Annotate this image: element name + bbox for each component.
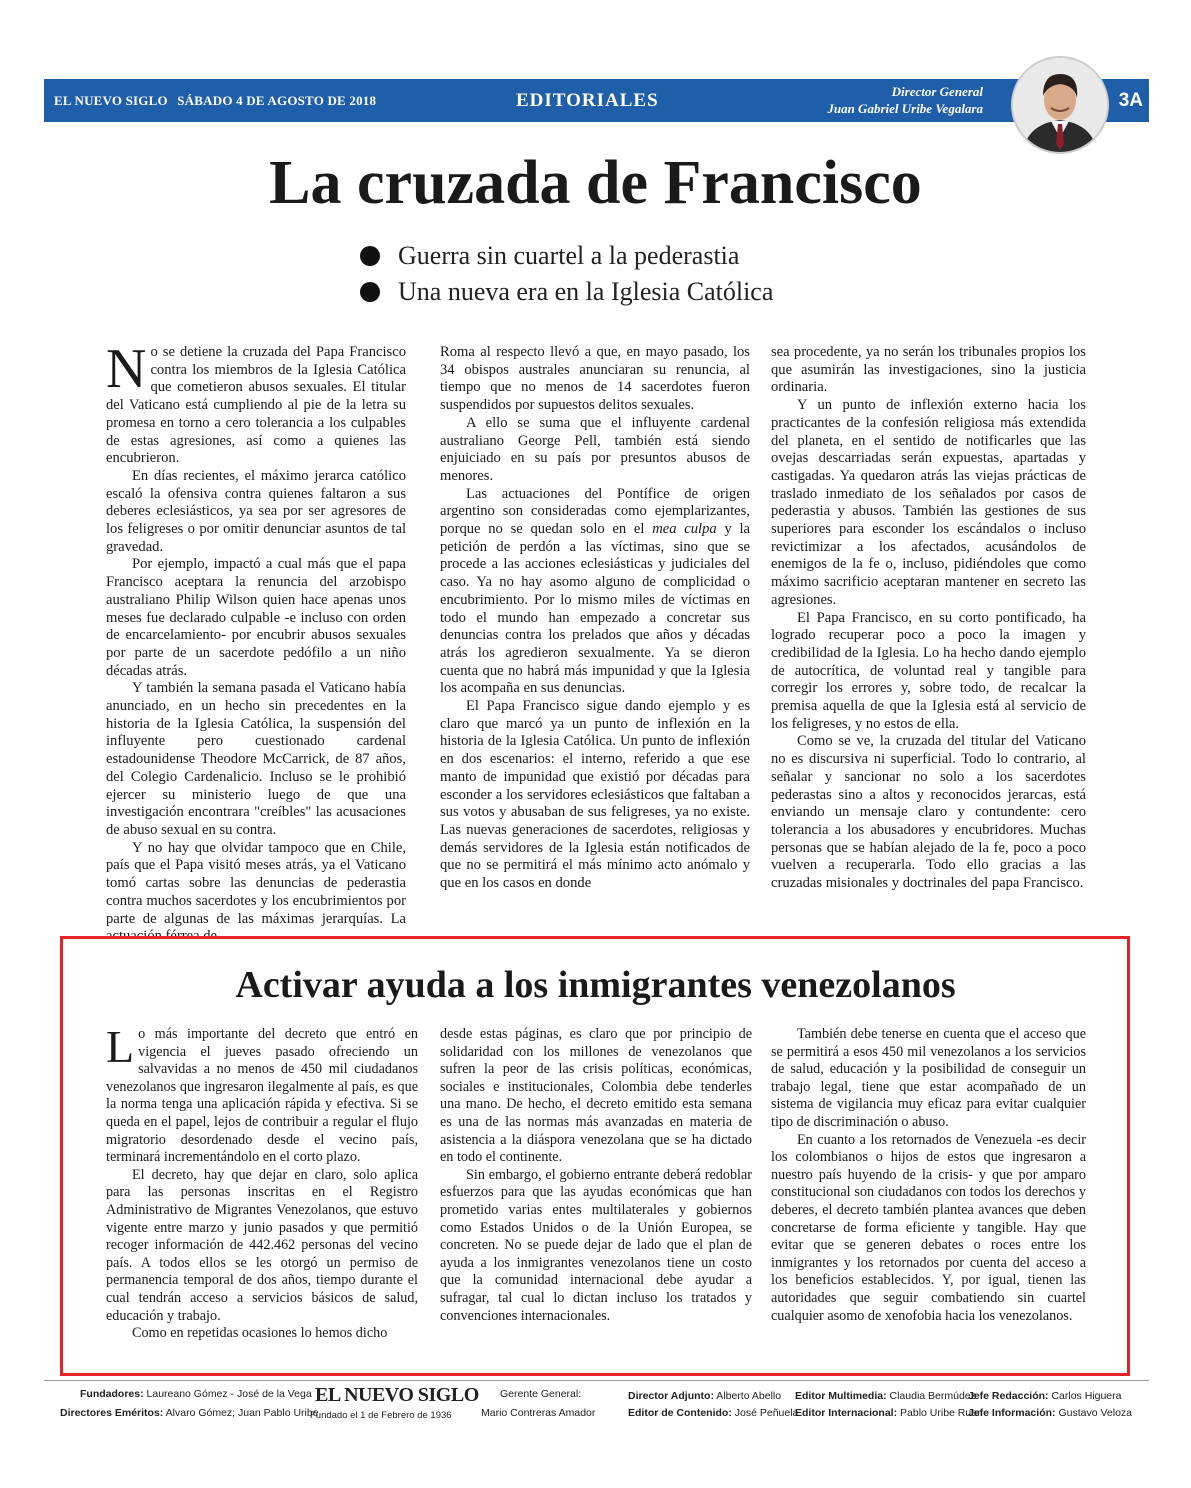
paragraph: Sin embargo, el gobierno entrante deberá redoblar esfuerzos para que las ayudas económicas que han prometido varias entes multilaterales y gobiernos como Estados Unidos o de la Unión Europea, se concreten. No se puede dejar de lado que el plan de ayuda a los inmigrantes venezolanos tiene un costo que la comunidad internacional debe ayudar a sufragar, tal cual lo dictan incluso los tratados y convenciones internacionales. [440,1166,752,1324]
credit-label: Editor de Contenido: [628,1407,732,1419]
credit-label: Editor Multimedia: [795,1390,887,1402]
credit-label: Directores Eméritos: [60,1407,164,1419]
footer-credits [44,1380,1149,1430]
credit-informacion [968,1407,1132,1419]
main-column-1 [106,338,406,946]
credit-adjunto [628,1390,781,1402]
paragraph: En días recientes, el máximo jerarca católico escaló la ofensiva contra quienes faltaron a sus deberes eclesiásticos, ya sea por ser agresores de los feligreses o por omitir denunciar asuntos de tal gravedad. [106,467,406,555]
director-credit [827,83,983,117]
bullet-dot-icon [360,246,380,266]
bullet-item [360,274,773,310]
paragraph-text: y la petición de perdón a las víctimas, sino que se procede a las acciones eclesiásticas y judiciales del caso. Ya no hay asomo alguno de complicidad o encubrimiento. Por lo mismo miles de víctimas en todo el mundo han empezado a concretar sus denuncias contra los prelados que años y décadas atrás los agredieron sexualmente. Ya se dieron cuenta que no habrá más impunidad y que la Iglesia los acompaña en sus denuncias. [440,521,750,697]
main-column-2 [440,344,750,893]
credit-internacional [795,1407,983,1419]
bullet-text: Guerra sin cuartel a la pederastia [398,241,740,270]
footer-logo: EL NUEVO SIGLO [315,1384,479,1406]
credit-gerente-label: Gerente General: [500,1388,582,1400]
portrait-icon [1013,58,1107,152]
paragraph: En cuanto a los retornados de Venezuela -es decir los colombianos o hijos de estos que ingresaron a nuestro país huyendo de la crisis- y que por amparo constitucional son ciudadanos con todos los derechos y deberes, el decreto también plantea avances que deben concretarse de forma eficiente y tangible. Hay que evitar que se generen debates o roces entre los inmigrantes y los retornados por cuenta del acceso a los beneficios establecidos. Y, por igual, tienen las autoridades que seguir combatiendo sin cuartel cualquier asomo de xenofobia hacia los venezolanos. [771,1131,1086,1324]
paragraph: Por ejemplo, impactó a cual más que el papa Francisco aceptara la renuncia del arzobispo australiano Philip Wilson quien hace apenas unos meses fue declarado culpable -e incluso con orden de encarcelamiento- por encubrir abusos sexuales por parte de un sacerdote pedófilo a un niño décadas atrás. [106,556,406,679]
credit-label: Director Adjunto: [628,1390,714,1402]
paragraph: Como en repetidas ocasiones lo hemos dicho [132,1325,388,1342]
paragraph: El Papa Francisco sigue dando ejemplo y es claro que marcó ya un punto de inflexión en la historia de la Iglesia Católica. Un punto de inflexión en dos escenarios: el interno, referido a que ese manto de impunidad que existió por décadas para esconder a los servidores eclesiásticos que faltaban a sus votos y abusaban de sus feligreses, ya no existe. Las nuevas generaciones de sacerdotes, religiosas y demás servidores de la Iglesia están notificados de que no se permitirá el más mínimo acto anómalo y que en los casos en donde [440,698,750,892]
second-column-1 [106,1021,418,1343]
paragraph: Roma al respecto llevó a que, en mayo pasado, los 34 obispos australes anunciaran su renuncia, al tiempo que no menos de 14 sacerdotes fueron suspendidos por supuestos delitos sexuales. [440,344,750,414]
credit-label: Jefe Información: [968,1407,1056,1419]
credit-value: Alberto Abello [716,1390,782,1402]
main-headline: La cruzada de Francisco [269,149,922,217]
credit-label: Fundadores: [80,1388,144,1400]
paragraph-text: o más importante del decreto que entró en vigencia el jueves pasado ofreciendo un salvavidas a no menos de 450 mil ciudadanos venezolanos que ingresaron ilegalmente al país, es que la norma tenga una aplicación rápida y efectiva. Si se queda en el papel, lejos de contribuir a regular el flujo migratorio desordenado desde el vecino país, terminará incrementándolo en el corto plazo. [106,1026,418,1166]
header-left [54,79,376,122]
drop-cap: L [106,1021,135,1072]
paragraph [106,1021,418,1167]
credit-value: José Peñuela [734,1407,799,1419]
director-name: Juan Gabriel Uribe Vegalara [827,101,983,116]
credit-value: Gustavo Veloza [1058,1407,1132,1419]
credit-value: Claudia Bermúdez [889,1390,976,1402]
second-column-2 [440,1026,752,1325]
main-column-3 [771,344,1086,893]
paragraph: sea procedente, ya no serán los tribunales propios los que asumirán las investigaciones, sino la justicia ordinaria. [771,344,1086,396]
header-band [44,79,1149,122]
footer-divider [44,1380,1149,1381]
italic-phrase: mea culpa [652,521,717,538]
paragraph-text: Las actuaciones del Pontífice de origen argentino son consideradas como ejemplarizantes, porque no se quedan solo en el [440,485,750,538]
bullet-text: Una nueva era en la Iglesia Católica [398,277,774,306]
credit-fundadores [80,1388,312,1400]
credit-value: Carlos Higuera [1051,1390,1122,1402]
headline-bullets [360,238,773,310]
paragraph: desde estas páginas, es claro que por principio de solidaridad con los millones de venezolanos que sufren la peor de las crisis políticas, económicas, sociales e institucionales, Colombia debe tenderles una mano. De hecho, el decreto emitido esta semana es una de las normas más avanzadas en materia de asistencia a la diáspora venezolana que se ha dictado en todo el continente. [440,1026,752,1166]
section-title: EDITORIALES [516,90,659,111]
credit-value: Alvaro Gómez; Juan Pablo Uribe [165,1407,319,1419]
second-headline: Activar ayuda a los inmigrantes venezolanos [235,964,956,1006]
issue-date: SÁBADO 4 DE AGOSTO DE 2018 [177,93,377,108]
paragraph [440,486,750,698]
drop-cap: N [106,338,147,400]
paragraph-text: o se detiene la cruzada del Papa Francisco contra los miembros de la Iglesia Católica que cometieron abusos sexuales. El titular del Vaticano está cumpliendo al pie de la letra su promesa en torno a cero tolerancia a los culpables de estas agresiones, así como a quienes las encubrieron. [106,344,406,467]
founded-date: Fundado el 1 de Febrero de 1936 [310,1410,452,1421]
credit-contenido [628,1407,798,1419]
paragraph: Y no hay que olvidar tampoco que en Chile, país que el Papa visitó meses atrás, ya el Vaticano tomó cartas sobre las denuncias de pederastia contra muchos sacerdotes y los encubrimientos por parte de algunas de las máximas jerarquías. La [106,839,406,927]
bullet-item [360,238,773,274]
credit-emeritos [60,1407,319,1419]
paragraph [106,338,406,468]
credit-multimedia [795,1390,976,1402]
paragraph: El decreto, hay que dejar en claro, solo aplica para las personas inscritas en el Registro Administrativo de Migrantes Venezolanos, que estuvo vigente entre marzo y junio pasados y que permitió recoger información de 442.462 personas del vecino país. A todos ellos se les otorgó un permiso de permanencia temporal de dos años, tiempo durante el cual tendrán acceso a servicios básicos de salud, educación y trabajo. [106,1166,418,1324]
second-column-3 [771,1026,1086,1325]
masthead-brand: EL NUEVO SIGLO [54,93,168,108]
credit-value: Laureano Gómez - José de la Vega [146,1388,312,1400]
credit-label: Editor Internacional: [795,1407,898,1419]
paragraph: El Papa Francisco, en su corto pontificado, ha logrado recuperar poco a poco la imagen y credibilidad de la Iglesia. Lo ha hecho dando ejemplo de autocrítica, de voluntad real y tangible para corregir los errores y, sobre todo, de recalcar la premisa aquella de que la Iglesia está al servicio de los feligreses, y no estos de ella. [771,609,1086,732]
page-number: 3A [1118,90,1143,111]
credit-redaccion [968,1390,1121,1402]
paragraph: También debe tenerse en cuenta que el acceso que se permitirá a esos 450 mil venezolanos a los servicios de salud, educación y la posibilidad de conseguir un trabajo legal, tiene que estar acompañado de un sistema de vigilancia muy eficaz para evitar cualquier tipo de discriminación o abuso. [771,1026,1086,1130]
director-role: Director General [891,84,983,99]
credit-gerente-value: Mario Contreras Amador [481,1407,596,1419]
paragraph: A ello se suma que el influyente cardenal australiano George Pell, también está siendo enjuiciado en su país por presuntos abusos de menores. [440,414,750,484]
paragraph: Y también la semana pasada el Vaticano había anunciado, en un hecho sin precedentes en la historia de la Iglesia Católica, la suspensión del influyente pero cuestionado cardenal estadounidense Theodore McCarrick, de 87 años, del Colegio Cardenalicio. Incluso se le prohibió ejercer su ministerio luego de que una investigación encontrara "creíbles" las acusaciones de abuso sexual en su contra. [106,680,406,838]
credit-value: Pablo Uribe Ruan [900,1407,983,1419]
bullet-dot-icon [360,282,380,302]
paragraph: Como se ve, la cruzada del titular del Vaticano no es discursiva ni superficial. Todo lo contrario, al señalar y sancionar no solo a los sacerdotes pederastas sino a altos y reconocidos jerarcas, está enviando un mensaje claro y contundente: cero tolerancia a los abusadores y encubridores. Muchas personas que se habían alejado de la fe, poco a poco vuelven a recuperarla. Todo ello gracias a las cruzadas misionales y doctrinales del papa Francisco. [771,733,1086,892]
credit-label: Jefe Redacción: [968,1390,1049,1402]
director-photo [1011,56,1109,154]
paragraph: Y un punto de inflexión externo hacia los practicantes de la confesión religiosa más extendida del planeta, en el sentido de notificarles que las ovejas descarriadas serán expuestas, apartadas y castigadas. Ya quedaron atrás las viejas prácticas de traslado inmediato de los señalados por casos de pederastia y abusos. También las gestiones de sus superiores para esconder los escándalos o incluso revictimizar a los afectados, acusándolos de enemigos de la fe o, incluso, pidiéndoles que como máximo sacrificio aceptaran mantener en secreto las agresiones. [771,397,1086,608]
